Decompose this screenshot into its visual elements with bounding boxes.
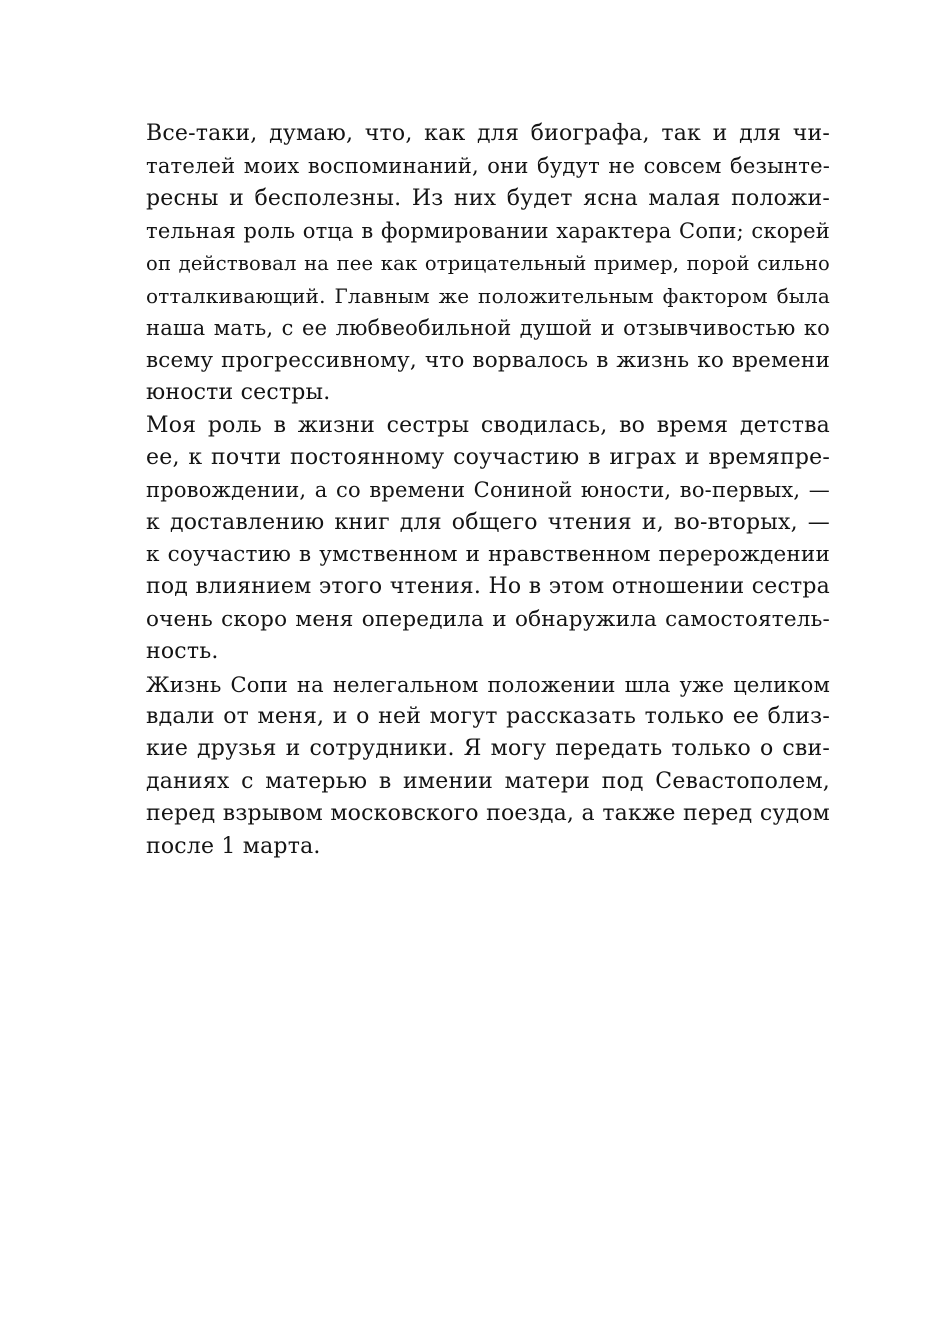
text-line: к доставлению книг для общего чтения и, во-вторых, — bbox=[146, 509, 830, 535]
text-line: Все-таки, думаю, что, как для биографа, так и для чи- bbox=[146, 121, 830, 146]
memoir-text bbox=[146, 118, 830, 863]
text-line: наша мать, с ее любвеобильной душой и отзывчивостью ко bbox=[146, 316, 830, 341]
text-line: ность. bbox=[146, 639, 219, 665]
text-line: кие друзья и сотрудники. Я могу передать только о сви- bbox=[146, 736, 830, 762]
text-line: к соучастию в умственном и нравственном перерождении bbox=[146, 542, 830, 568]
text-line: очень скоро меня опередила и обнаружила самостоятель- bbox=[146, 606, 830, 632]
text-line: под влиянием этого чтения. Но в этом отношении сестра bbox=[146, 574, 830, 600]
text-line: перед взрывом московского поезда, а также перед судом bbox=[146, 801, 830, 827]
text-line: юности сестры. bbox=[146, 380, 331, 406]
text-line: тателей моих воспоминаний, они будут не совсем безынте- bbox=[146, 154, 830, 179]
text-line: оп действовал на пее как отрицательный пример, порой сильно bbox=[146, 251, 830, 275]
text-line: ресны и бесполезны. Из них будет ясна малая положи- bbox=[146, 185, 830, 211]
text-line: даниях с матерью в имении матери под Севастополем, bbox=[146, 768, 830, 794]
text-line: после 1 марта. bbox=[146, 833, 321, 859]
text-line: вдали от меня, и о ней могут рассказать только ее близ- bbox=[146, 704, 830, 730]
text-line: тельная роль отца в формировании характера Сопи; скорей bbox=[146, 219, 830, 244]
text-line: провождении, а со времени Сониной юности, во-первых, — bbox=[146, 478, 830, 503]
paragraph-2 bbox=[146, 410, 830, 669]
text-line: отталкивающий. Главным же положительным фактором была bbox=[146, 283, 830, 308]
text-line: всему прогрессивному, что ворвалось в жизнь ко времени bbox=[146, 347, 830, 373]
text-line: Жизнь Сопи на нелегальном положении шла уже целиком bbox=[146, 672, 830, 697]
text-line: Моя роль в жизни сестры сводилась, во время детства bbox=[146, 412, 830, 438]
paragraph-3 bbox=[146, 669, 830, 863]
paragraph-1 bbox=[146, 118, 830, 410]
text-line: ее, к почти постоянному соучастию в играх и времяпре- bbox=[146, 444, 830, 470]
